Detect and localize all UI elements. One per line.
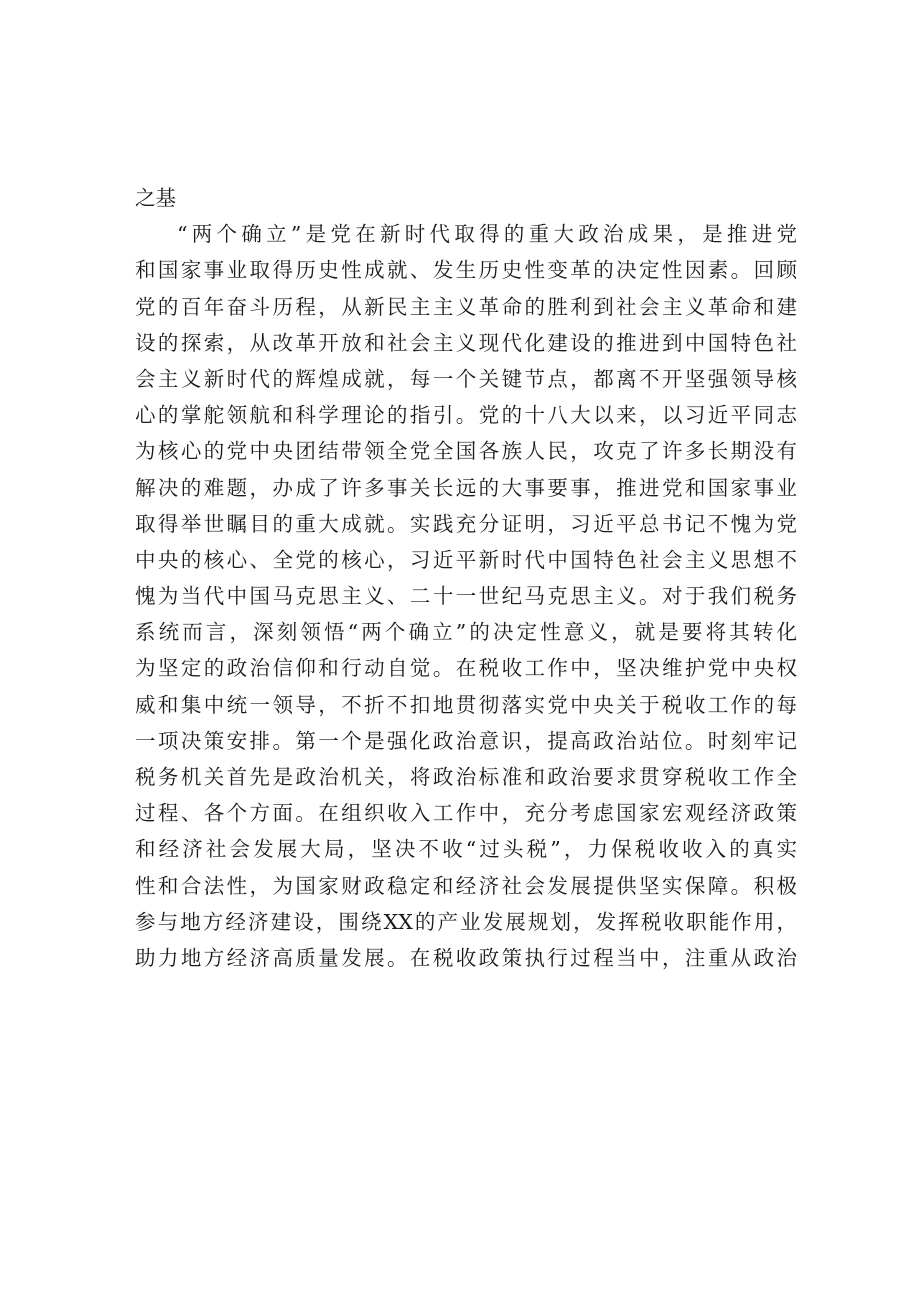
paragraph-line: 设的探索，从改革开放和社会主义现代化建设的推进到中国特色社 [135, 330, 797, 355]
paragraph-line: 助力地方经济高质量发展。在税收政策执行过程当中，注重从政治 [135, 945, 797, 970]
paragraph-line: 取得举世瞩目的重大成就。实践充分证明，习近平总书记不愧为党 [135, 511, 797, 536]
paragraph-line: 威和集中统一领导，不折不扣地贯彻落实党中央关于税收工作的每 [135, 692, 797, 717]
paragraph-line: 为坚定的政治信仰和行动自觉。在税收工作中，坚决维护党中央权 [135, 656, 797, 681]
paragraph-line: 会主义新时代的辉煌成就，每一个关键节点，都离不开坚强领导核 [135, 366, 797, 391]
paragraph-line: “两个确立”是党在新时代取得的重大政治成果，是推进党 [177, 222, 797, 247]
heading-continuation: 之基 [135, 186, 176, 210]
paragraph-line: 系统而言，深刻领悟“两个确立”的决定性意义，就是要将其转化 [135, 620, 797, 645]
paragraph-line: 一项决策安排。第一个是强化政治意识，提高政治站位。时刻牢记 [135, 728, 797, 753]
paragraph-line: 过程、各个方面。在组织收入工作中，充分考虑国家宏观经济政策 [135, 801, 797, 826]
paragraph-line: 党的百年奋斗历程，从新民主主义革命的胜利到社会主义革命和建 [135, 294, 797, 319]
paragraph-line: 中央的核心、全党的核心，习近平新时代中国特色社会主义思想不 [135, 547, 797, 572]
paragraph-line: 愧为当代中国马克思主义、二十一世纪马克思主义。对于我们税务 [135, 584, 797, 609]
paragraph-line: 和经济社会发展大局，坚决不收“过头税”，力保税收收入的真实 [135, 837, 797, 862]
body-text [135, 180, 797, 976]
paragraph-line: 参与地方经济建设，围绕XX的产业发展规划，发挥税收职能作用， [135, 909, 797, 934]
paragraph-line: 税务机关首先是政治机关，将政治标准和政治要求贯穿税收工作全 [135, 765, 797, 789]
paragraph-line: 心的掌舵领航和科学理论的指引。党的十八大以来，以习近平同志 [135, 403, 797, 428]
paragraph-line: 为核心的党中央团结带领全党全国各族人民，攻克了许多长期没有 [135, 439, 797, 464]
paragraph-line: 解决的难题，办成了许多事关长远的大事要事，推进党和国家事业 [135, 475, 797, 500]
paragraph-line: 和国家事业取得历史性成就、发生历史性变革的决定性因素。回顾 [135, 258, 797, 283]
paragraph-line: 性和合法性，为国家财政稳定和经济社会发展提供坚实保障。积极 [135, 873, 797, 898]
